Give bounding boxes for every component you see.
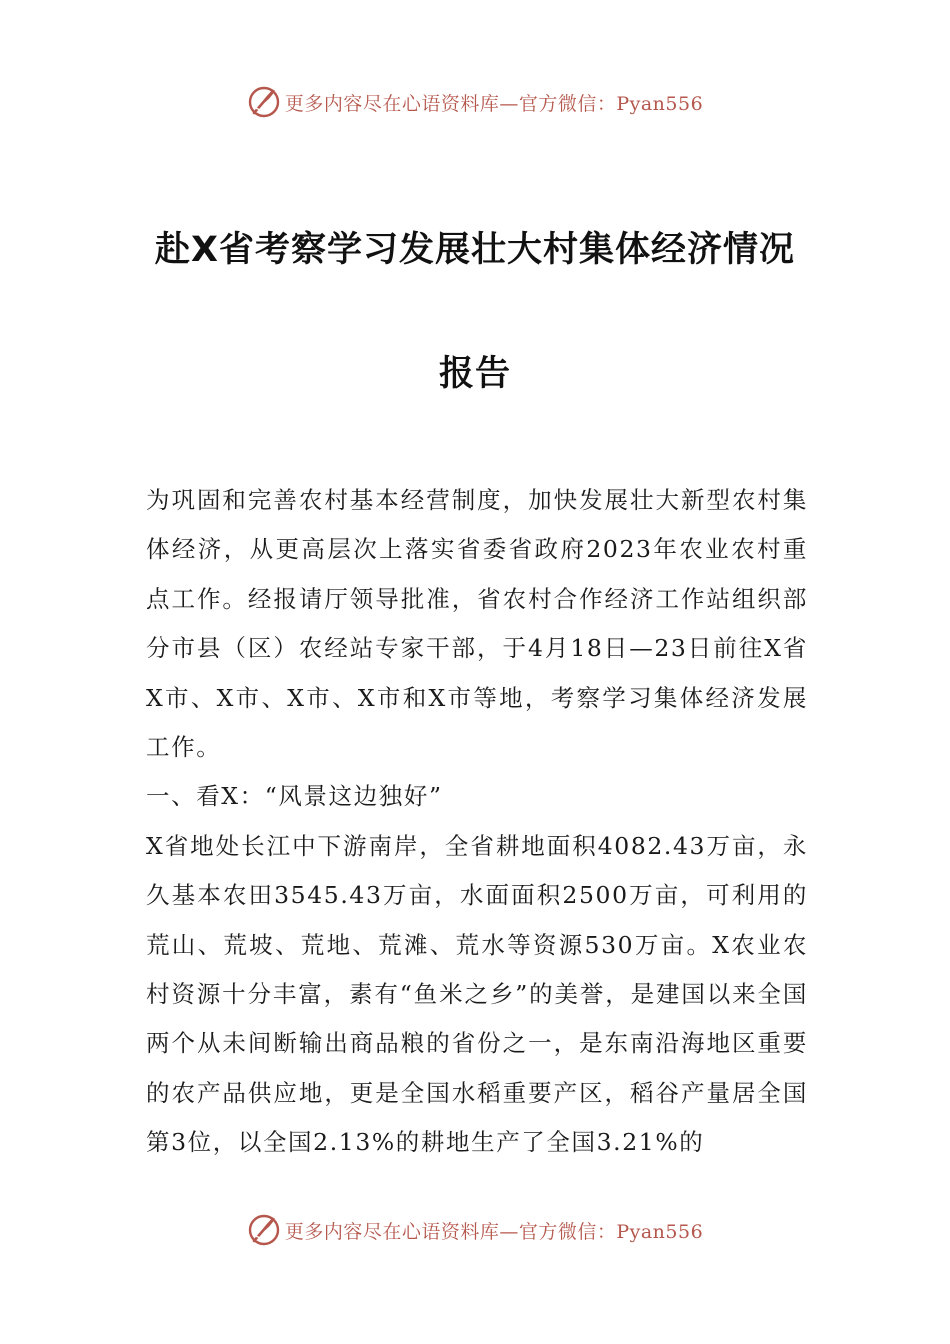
- intro-paragraph: 为巩固和完善农村基本经营制度，加快发展壮大新型农村集体经济，从更高层次上落实省委省政府2023年农业农村重点工作。经报请厅领导批准，省农村合作经济工作站组织部分市县（区）农经站专家干部，于4月18日—23日前往X省X市、X市、X市、X市和X市等地，考察学习集体经济发展工作。: [146, 486, 808, 762]
- document-body: [146, 476, 808, 1168]
- section-heading: 一、看X：“风景这边独好”: [146, 782, 443, 811]
- body-paragraph: X省地处长江中下游南岸，全省耕地面积4082.43万亩，永久基本农田3545.43万亩，水面面积2500万亩，可利用的荒山、荒坡、荒地、荒滩、荒水等资源530万亩。X农业农村资源十分丰富，素有“鱼米之乡”的美誉，是建国以来全国两个从未间断输出商品粮的省份之一，是东南沿海地区重要的农产品供应地，更是全国水稻重要产区，稻谷产量居全国第3位，以全国2.13%的耕地生产了全国3.21%的: [146, 831, 808, 1157]
- watermark-text: 更多内容尽在心语资料库—官方微信：Pyan556: [284, 1220, 704, 1243]
- document-title-line2: 报告: [438, 354, 511, 394]
- document-title-line1: 赴X省考察学习发展壮大村集体经济情况: [155, 230, 795, 270]
- quill-logo-icon: [247, 1213, 281, 1247]
- quill-logo-icon: [247, 85, 281, 119]
- watermark-banner-top: [0, 82, 950, 122]
- watermark-banner-bottom: [0, 1210, 950, 1250]
- watermark-text: 更多内容尽在心语资料库—官方微信：Pyan556: [284, 92, 704, 115]
